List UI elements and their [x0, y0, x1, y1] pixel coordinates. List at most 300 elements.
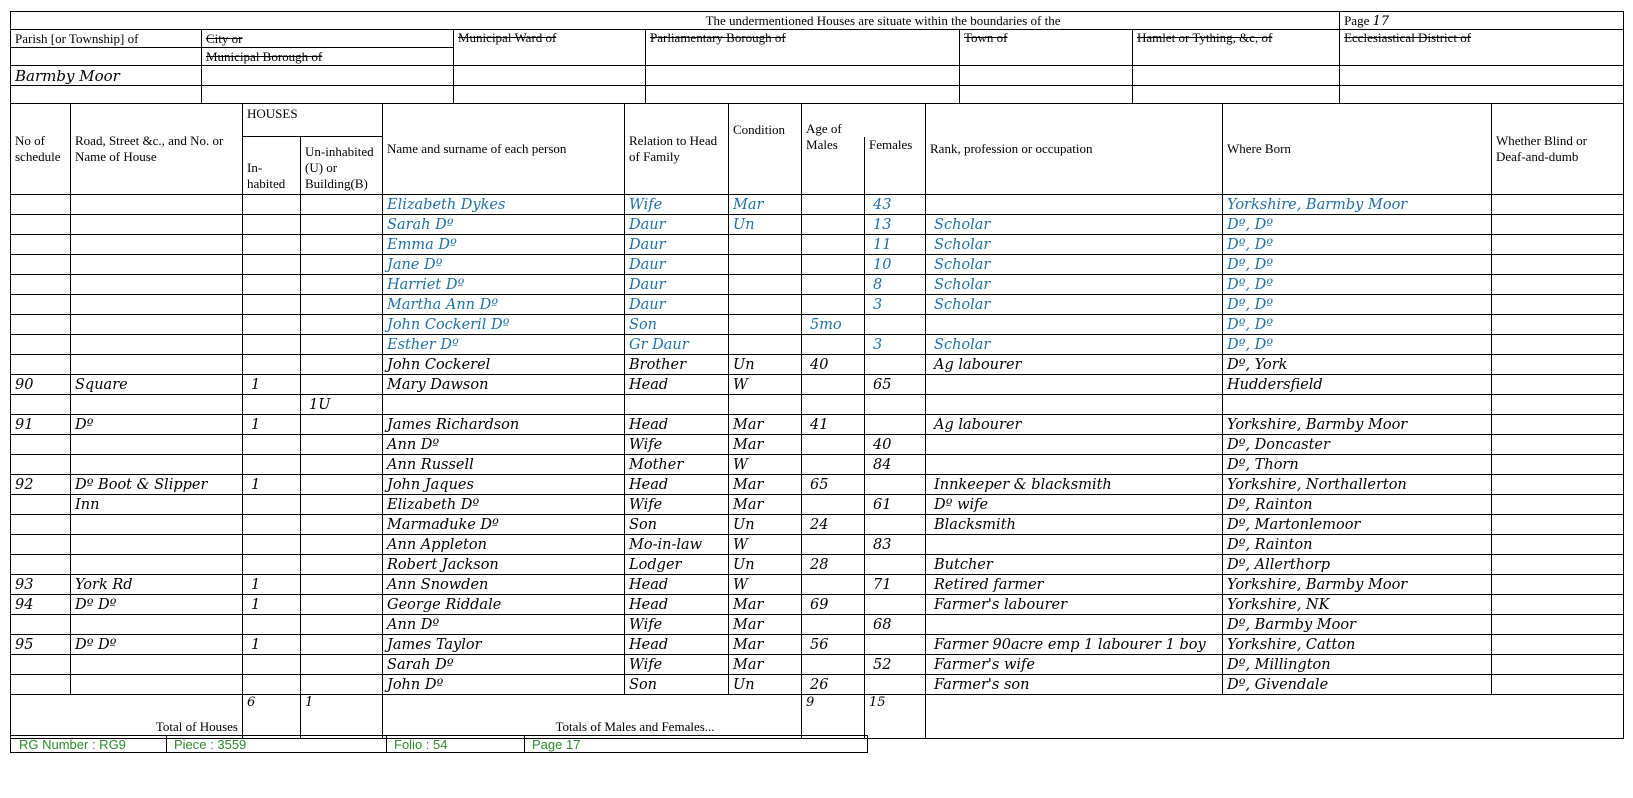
uninhabited-cell — [301, 355, 383, 375]
blind-cell — [1492, 415, 1624, 435]
census-rows — [11, 195, 1624, 695]
relation-cell: Head — [625, 575, 729, 595]
table-row — [11, 455, 1624, 475]
blind-cell — [1492, 595, 1624, 615]
born-cell: Dº, Allerthorp — [1223, 555, 1492, 575]
condition-cell: Un — [729, 555, 802, 575]
blind-cell — [1492, 635, 1624, 655]
condition-cell: Mar — [729, 635, 802, 655]
blank-cell — [11, 48, 202, 66]
condition-cell — [729, 275, 802, 295]
ecclesiastical-label: Ecclesiastical District of — [1340, 30, 1624, 66]
blank-cell — [454, 66, 646, 86]
uninhabited-cell — [301, 435, 383, 455]
males-cell — [802, 495, 865, 515]
occupation-cell: Blacksmith — [926, 515, 1223, 535]
females-cell: 43 — [865, 195, 926, 215]
relation-cell: Daur — [625, 235, 729, 255]
uninhabited-cell — [301, 515, 383, 535]
condition-cell: Mar — [729, 435, 802, 455]
schedule-cell: 91 — [11, 415, 71, 435]
born-cell: Yorkshire, Northallerton — [1223, 475, 1492, 495]
road-cell: York Rd — [71, 575, 243, 595]
road-cell: Dº Dº — [71, 635, 243, 655]
relation-cell: Mother — [625, 455, 729, 475]
table-row — [11, 415, 1624, 435]
relation-cell: Wife — [625, 495, 729, 515]
schedule-cell — [11, 275, 71, 295]
males-cell — [802, 295, 865, 315]
born-cell: Yorkshire, Barmby Moor — [1223, 195, 1492, 215]
blind-cell — [1492, 475, 1624, 495]
blind-cell — [1492, 215, 1624, 235]
occupation-cell: Innkeeper & blacksmith — [926, 475, 1223, 495]
uninhabited-cell — [301, 495, 383, 515]
table-row — [11, 315, 1624, 335]
born-cell: Yorkshire, NK — [1223, 595, 1492, 615]
name-cell: Harriet Dº — [383, 275, 625, 295]
males-cell — [802, 535, 865, 555]
uninhabited-cell — [301, 255, 383, 275]
born-cell: Dº, Rainton — [1223, 495, 1492, 515]
name-cell: Martha Ann Dº — [383, 295, 625, 315]
females-cell: 3 — [865, 335, 926, 355]
males-cell — [802, 655, 865, 675]
born-cell: Dº, Dº — [1223, 295, 1492, 315]
road-cell — [71, 275, 243, 295]
born-cell: Dº, Dº — [1223, 275, 1492, 295]
name-cell: James Taylor — [383, 635, 625, 655]
uninhabited-cell — [301, 295, 383, 315]
town-label: Town of — [960, 30, 1133, 66]
relation-cell: Head — [625, 595, 729, 615]
condition-cell: Mar — [729, 495, 802, 515]
males-cell: 5mo — [802, 315, 865, 335]
blind-cell — [1492, 575, 1624, 595]
blank-cell — [1133, 66, 1340, 86]
females-cell — [865, 595, 926, 615]
born-cell: Dº, Rainton — [1223, 535, 1492, 555]
inhabited-cell: 1 — [243, 375, 301, 395]
males-cell: 69 — [802, 595, 865, 615]
occupation-cell — [926, 535, 1223, 555]
females-cell: 3 — [865, 295, 926, 315]
page-number: 17 — [1372, 13, 1390, 29]
city-label: City or — [202, 30, 454, 48]
blind-cell — [1492, 515, 1624, 535]
inhabited-cell — [243, 215, 301, 235]
relation-cell: Head — [625, 635, 729, 655]
inhabited-cell — [243, 195, 301, 215]
born-cell: Huddersfield — [1223, 375, 1492, 395]
total-inhabited: 6 — [243, 695, 301, 739]
females-cell — [865, 675, 926, 695]
females-cell: 13 — [865, 215, 926, 235]
total-females: 15 — [865, 695, 926, 739]
occupation-cell: Scholar — [926, 215, 1223, 235]
occupation-cell: Scholar — [926, 295, 1223, 315]
name-cell: James Richardson — [383, 415, 625, 435]
occupation-cell: Farmer's son — [926, 675, 1223, 695]
males-cell — [802, 615, 865, 635]
uninhabited-cell — [301, 335, 383, 355]
born-cell: Dº, Givendale — [1223, 675, 1492, 695]
condition-cell: W — [729, 455, 802, 475]
born-cell: Dº, Doncaster — [1223, 435, 1492, 455]
road-cell — [71, 195, 243, 215]
blank-cell — [960, 86, 1133, 104]
males-cell: 40 — [802, 355, 865, 375]
schedule-cell — [11, 675, 71, 695]
inhabited-cell: 1 — [243, 635, 301, 655]
occupation-cell — [926, 195, 1223, 215]
uninhabited-cell — [301, 575, 383, 595]
inhabited-cell — [243, 235, 301, 255]
table-row — [11, 295, 1624, 315]
condition-cell: Un — [729, 215, 802, 235]
born-cell: Dº, Dº — [1223, 215, 1492, 235]
condition-cell: Mar — [729, 615, 802, 635]
col-inhabited: In-habited — [243, 137, 301, 195]
name-cell: John Cockeril Dº — [383, 315, 625, 335]
occupation-cell — [926, 375, 1223, 395]
females-cell: 71 — [865, 575, 926, 595]
condition-cell: W — [729, 375, 802, 395]
footer-divider — [386, 736, 387, 752]
schedule-cell — [11, 355, 71, 375]
occupation-cell: Dº wife — [926, 495, 1223, 515]
occupation-cell: Scholar — [926, 335, 1223, 355]
page-cell — [1340, 12, 1624, 30]
uninhabited-cell — [301, 595, 383, 615]
blind-cell — [1492, 555, 1624, 575]
relation-cell: Daur — [625, 215, 729, 235]
name-cell: Ann Appleton — [383, 535, 625, 555]
schedule-cell — [11, 495, 71, 515]
occupation-cell — [926, 395, 1223, 415]
schedule-cell — [11, 515, 71, 535]
uninhabited-cell — [301, 215, 383, 235]
males-cell: 28 — [802, 555, 865, 575]
uninhabited-cell — [301, 555, 383, 575]
females-cell: 68 — [865, 615, 926, 635]
males-cell — [802, 435, 865, 455]
col-males: Males — [802, 137, 865, 195]
males-cell — [802, 275, 865, 295]
road-cell — [71, 315, 243, 335]
males-cell — [802, 455, 865, 475]
condition-cell: Mar — [729, 655, 802, 675]
occupation-cell: Farmer's wife — [926, 655, 1223, 675]
relation-cell: Gr Daur — [625, 335, 729, 355]
blind-cell — [1492, 675, 1624, 695]
boundaries-header — [10, 11, 1624, 104]
name-cell: Elizabeth Dº — [383, 495, 625, 515]
inhabited-cell — [243, 315, 301, 335]
schedule-cell — [11, 295, 71, 315]
uninhabited-cell: 1U — [301, 395, 383, 415]
road-cell: Inn — [71, 495, 243, 515]
road-cell — [71, 295, 243, 315]
uninhabited-cell — [301, 375, 383, 395]
schedule-cell — [11, 535, 71, 555]
road-cell: Dº Dº — [71, 595, 243, 615]
municipal-borough-label: Municipal Borough of — [202, 48, 454, 66]
born-cell: Yorkshire, Barmby Moor — [1223, 415, 1492, 435]
occupation-cell — [926, 435, 1223, 455]
condition-cell: Mar — [729, 475, 802, 495]
males-cell — [802, 395, 865, 415]
occupation-cell: Scholar — [926, 275, 1223, 295]
col-schedule: No of schedule — [11, 104, 71, 195]
table-row — [11, 355, 1624, 375]
name-cell: Sarah Dº — [383, 655, 625, 675]
inhabited-cell — [243, 675, 301, 695]
col-born: Where Born — [1223, 104, 1492, 195]
males-cell — [802, 335, 865, 355]
name-cell: George Riddale — [383, 595, 625, 615]
males-cell: 26 — [802, 675, 865, 695]
males-cell — [802, 375, 865, 395]
census-page — [10, 11, 1623, 734]
table-row — [11, 635, 1624, 655]
schedule-cell — [11, 315, 71, 335]
name-cell: Robert Jackson — [383, 555, 625, 575]
blind-cell — [1492, 275, 1624, 295]
schedule-cell — [11, 395, 71, 415]
blind-cell — [1492, 655, 1624, 675]
road-cell — [71, 335, 243, 355]
inhabited-cell — [243, 615, 301, 635]
condition-cell — [729, 235, 802, 255]
relation-cell: Mo-in-law — [625, 535, 729, 555]
blank-cell — [1340, 66, 1624, 86]
uninhabited-cell — [301, 235, 383, 255]
road-cell — [71, 655, 243, 675]
occupation-cell — [926, 455, 1223, 475]
blind-cell — [1492, 535, 1624, 555]
table-row — [11, 655, 1624, 675]
municipal-ward-label: Municipal Ward of — [454, 30, 646, 66]
col-road: Road, Street &c., and No. or Name of House — [71, 104, 243, 195]
relation-cell: Daur — [625, 275, 729, 295]
table-row — [11, 395, 1624, 415]
females-cell — [865, 555, 926, 575]
inhabited-cell: 1 — [243, 575, 301, 595]
hamlet-label: Hamlet or Tything, &c, of — [1133, 30, 1340, 66]
uninhabited-cell — [301, 655, 383, 675]
occupation-cell: Farmer 90acre emp 1 labourer 1 boy — [926, 635, 1223, 655]
road-cell — [71, 455, 243, 475]
females-cell — [865, 475, 926, 495]
table-row — [11, 215, 1624, 235]
born-cell — [1223, 395, 1492, 415]
inhabited-cell — [243, 455, 301, 475]
females-cell: 40 — [865, 435, 926, 455]
blank-cell — [202, 66, 454, 86]
table-row — [11, 375, 1624, 395]
females-cell: 65 — [865, 375, 926, 395]
blind-cell — [1492, 335, 1624, 355]
males-cell: 24 — [802, 515, 865, 535]
occupation-cell: Farmer's labourer — [926, 595, 1223, 615]
name-cell: John Cockerel — [383, 355, 625, 375]
road-cell — [71, 555, 243, 575]
table-row — [11, 275, 1624, 295]
blind-cell — [1492, 615, 1624, 635]
census-table — [10, 103, 1624, 739]
relation-cell: Son — [625, 675, 729, 695]
table-row — [11, 435, 1624, 455]
schedule-cell: 94 — [11, 595, 71, 615]
condition-cell: W — [729, 535, 802, 555]
born-cell: Yorkshire, Barmby Moor — [1223, 575, 1492, 595]
name-cell: John Dº — [383, 675, 625, 695]
schedule-cell — [11, 455, 71, 475]
blind-cell — [1492, 195, 1624, 215]
page-label: Page — [1344, 12, 1370, 28]
relation-cell: Wife — [625, 655, 729, 675]
reference-footer — [10, 735, 868, 753]
females-cell — [865, 355, 926, 375]
name-cell: John Jaques — [383, 475, 625, 495]
condition-cell: Mar — [729, 415, 802, 435]
condition-cell — [729, 255, 802, 275]
inhabited-cell — [243, 255, 301, 275]
inhabited-cell — [243, 495, 301, 515]
males-cell: 41 — [802, 415, 865, 435]
table-row — [11, 515, 1624, 535]
blind-cell — [1492, 315, 1624, 335]
road-cell — [71, 395, 243, 415]
inhabited-cell — [243, 335, 301, 355]
footer-divider — [524, 736, 525, 752]
table-row — [11, 575, 1624, 595]
table-row — [11, 675, 1624, 695]
name-cell: Marmaduke Dº — [383, 515, 625, 535]
uninhabited-cell — [301, 455, 383, 475]
condition-cell — [729, 295, 802, 315]
blank-cell — [454, 86, 646, 104]
uninhabited-cell — [301, 615, 383, 635]
blind-cell — [1492, 455, 1624, 475]
boundaries-banner: The undermentioned Houses are situate within the boundaries of the — [11, 12, 1340, 30]
total-males: 9 — [802, 695, 865, 739]
footer-page: Page 17 — [532, 737, 581, 752]
females-cell — [865, 515, 926, 535]
blind-cell — [1492, 495, 1624, 515]
name-cell — [383, 395, 625, 415]
col-relation: Relation to Head of Family — [625, 104, 729, 195]
name-cell: Mary Dawson — [383, 375, 625, 395]
blank-cell — [646, 86, 960, 104]
col-houses: HOUSES — [243, 104, 383, 137]
males-cell: 56 — [802, 635, 865, 655]
blind-cell — [1492, 255, 1624, 275]
occupation-cell — [926, 315, 1223, 335]
col-occupation: Rank, profession or occupation — [926, 104, 1223, 195]
females-cell: 8 — [865, 275, 926, 295]
occupation-cell: Ag labourer — [926, 415, 1223, 435]
born-cell: Dº, York — [1223, 355, 1492, 375]
inhabited-cell — [243, 515, 301, 535]
blind-cell — [1492, 375, 1624, 395]
blind-cell — [1492, 235, 1624, 255]
table-row — [11, 495, 1624, 515]
females-cell: 84 — [865, 455, 926, 475]
schedule-cell — [11, 195, 71, 215]
condition-cell: W — [729, 575, 802, 595]
condition-cell: Mar — [729, 195, 802, 215]
table-row — [11, 195, 1624, 215]
females-cell: 52 — [865, 655, 926, 675]
condition-cell — [729, 395, 802, 415]
road-cell — [71, 435, 243, 455]
blank-cell — [1133, 86, 1340, 104]
table-row — [11, 595, 1624, 615]
road-cell — [71, 515, 243, 535]
males-cell — [802, 235, 865, 255]
name-cell: Ann Snowden — [383, 575, 625, 595]
males-cell — [802, 195, 865, 215]
schedule-cell — [11, 655, 71, 675]
born-cell: Dº, Martonlemoor — [1223, 515, 1492, 535]
females-cell — [865, 395, 926, 415]
females-cell: 11 — [865, 235, 926, 255]
females-cell: 83 — [865, 535, 926, 555]
schedule-cell — [11, 435, 71, 455]
relation-cell: Daur — [625, 295, 729, 315]
name-cell: Jane Dº — [383, 255, 625, 275]
blind-cell — [1492, 395, 1624, 415]
total-uninhabited: 1 — [301, 695, 383, 739]
col-age-of: Age of — [802, 104, 926, 137]
schedule-cell — [11, 555, 71, 575]
inhabited-cell — [243, 435, 301, 455]
uninhabited-cell — [301, 475, 383, 495]
road-cell: Dº Boot & Slipper — [71, 475, 243, 495]
name-cell: Ann Russell — [383, 455, 625, 475]
parish-value: Barmby Moor — [11, 66, 202, 86]
born-cell: Dº, Dº — [1223, 235, 1492, 255]
uninhabited-cell — [301, 535, 383, 555]
totals-blank — [926, 695, 1624, 739]
road-cell: Dº — [71, 415, 243, 435]
parish-label: Parish [or Township] of — [11, 30, 202, 48]
born-cell: Yorkshire, Catton — [1223, 635, 1492, 655]
total-mf-label: Totals of Males and Females... — [383, 695, 802, 739]
total-houses-label: Total of Houses — [11, 695, 243, 739]
blank-cell — [1340, 86, 1624, 104]
road-cell — [71, 615, 243, 635]
table-row — [11, 235, 1624, 255]
blind-cell — [1492, 435, 1624, 455]
males-cell — [802, 215, 865, 235]
schedule-cell — [11, 235, 71, 255]
relation-cell: Son — [625, 515, 729, 535]
schedule-cell: 93 — [11, 575, 71, 595]
blank-cell — [646, 66, 960, 86]
condition-cell: Un — [729, 355, 802, 375]
condition-cell: Mar — [729, 595, 802, 615]
schedule-cell: 90 — [11, 375, 71, 395]
females-cell — [865, 315, 926, 335]
occupation-cell: Retired farmer — [926, 575, 1223, 595]
schedule-cell — [11, 615, 71, 635]
females-cell — [865, 415, 926, 435]
schedule-cell — [11, 215, 71, 235]
inhabited-cell — [243, 295, 301, 315]
